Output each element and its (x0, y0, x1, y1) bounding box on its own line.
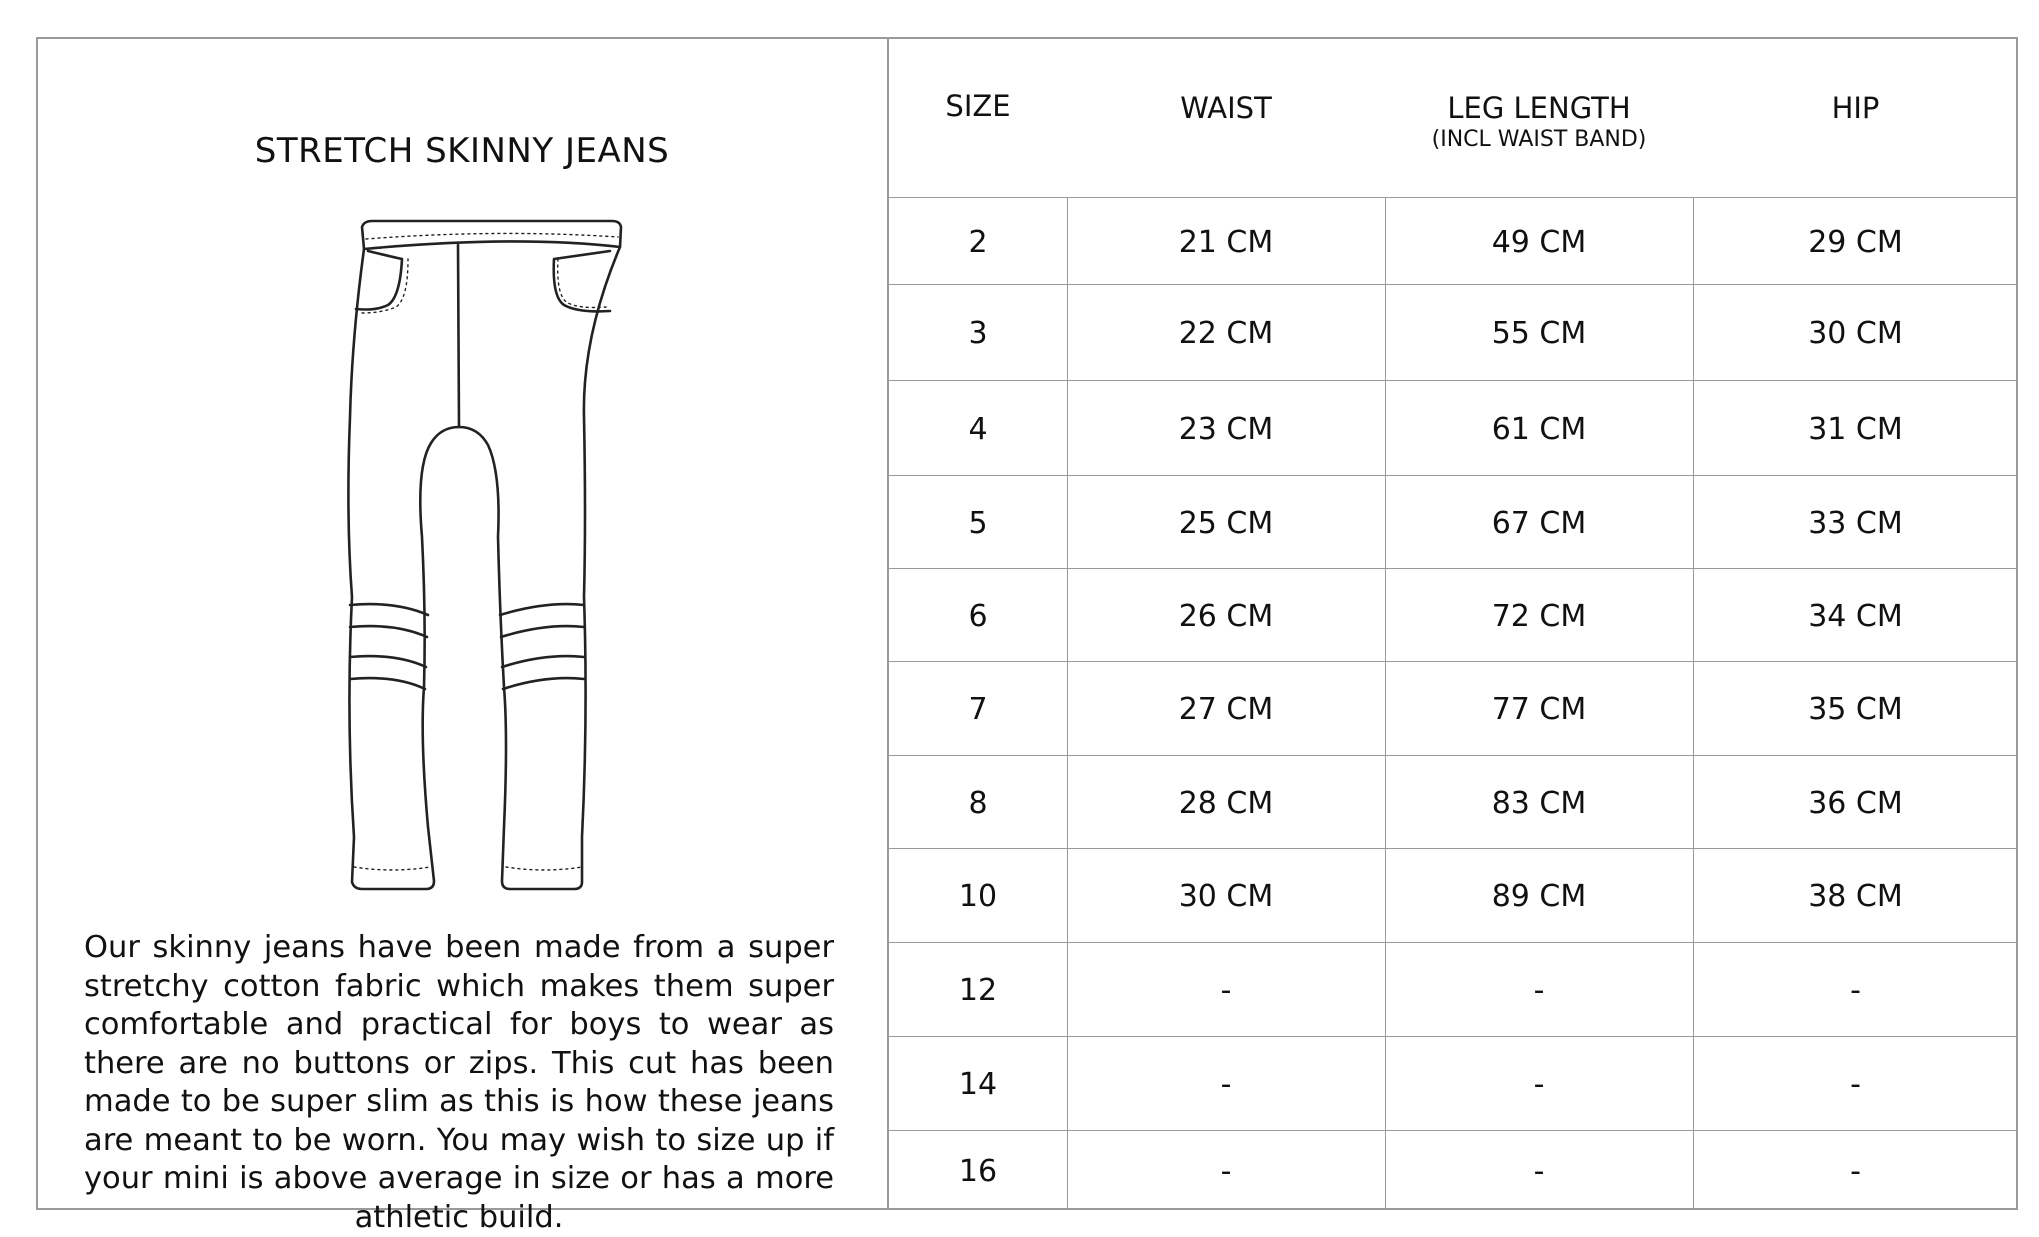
cell-leg: 67 CM (1491, 505, 1587, 541)
cell-hip: 31 CM (1808, 411, 1903, 447)
cell-hip: - (1850, 973, 1861, 1008)
header-leg-length-label: LEG LENGTH (1447, 91, 1631, 125)
size-table (889, 37, 2018, 1210)
cell-leg: 89 CM (1491, 879, 1587, 914)
cell-waist: 28 CM (1178, 785, 1274, 821)
cell-size: 14 (958, 1067, 998, 1102)
row-divider (889, 475, 2018, 476)
cell-leg: 55 CM (1491, 316, 1587, 351)
product-panel (36, 37, 888, 1235)
cell-size: 7 (968, 692, 988, 727)
cell-size: 8 (968, 785, 988, 821)
header-size: SIZE (945, 89, 1011, 123)
row-divider (889, 197, 2018, 198)
cell-hip: 30 CM (1808, 316, 1903, 351)
cell-waist: 21 CM (1178, 224, 1274, 260)
cell-size: 12 (958, 973, 998, 1008)
cell-size: 6 (968, 598, 988, 634)
cell-waist: - (1220, 1154, 1232, 1189)
cell-leg: - (1533, 1067, 1545, 1102)
product-description: Our skinny jeans have been made from a super stretchy cotton fabric which makes them super comfortable and practical for boys to wear as there are no buttons or zips. This cut has been made to be super slim as this is how these jeans are meant to be worn. You may wish to size up if your mini is above average in size or has a more athletic build. (84, 930, 834, 1235)
cell-size: 4 (968, 411, 988, 447)
row-divider (889, 568, 2018, 569)
cell-hip: 35 CM (1808, 692, 1903, 727)
cell-size: 3 (968, 316, 988, 351)
cell-leg: - (1533, 973, 1545, 1008)
cell-leg: 72 CM (1491, 598, 1587, 634)
cell-size: 10 (958, 879, 998, 914)
cell-waist: 22 CM (1178, 316, 1274, 351)
cell-leg: 83 CM (1491, 785, 1587, 821)
cell-waist: - (1220, 1067, 1232, 1102)
cell-waist: 25 CM (1178, 505, 1274, 541)
cell-waist: 27 CM (1178, 692, 1274, 727)
cell-waist: 26 CM (1178, 598, 1274, 634)
row-divider (889, 284, 2018, 285)
row-divider (889, 380, 2018, 381)
cell-size: 16 (958, 1154, 998, 1189)
header-hip: HIP (1831, 91, 1880, 125)
product-title: STRETCH SKINNY JEANS (254, 131, 670, 171)
cell-waist: 23 CM (1178, 411, 1274, 447)
cell-waist: - (1220, 973, 1232, 1008)
row-divider (889, 1036, 2018, 1037)
cell-hip: - (1850, 1154, 1861, 1189)
cell-leg: 61 CM (1491, 411, 1587, 447)
header-leg-length-note: (INCL WAIST BAND) (1431, 127, 1647, 152)
cell-leg: 49 CM (1491, 224, 1587, 260)
row-divider (889, 1130, 2018, 1131)
cell-leg: 77 CM (1491, 692, 1587, 727)
row-divider (889, 661, 2018, 662)
row-divider (889, 755, 2018, 756)
header-waist: WAIST (1180, 91, 1272, 125)
row-divider (889, 942, 2018, 943)
cell-hip: 34 CM (1808, 598, 1903, 634)
cell-hip: 36 CM (1808, 785, 1903, 821)
cell-hip: 33 CM (1808, 505, 1903, 541)
cell-leg: - (1533, 1154, 1545, 1189)
cell-size: 5 (968, 505, 988, 541)
cell-waist: 30 CM (1178, 879, 1274, 914)
cell-hip: - (1850, 1067, 1861, 1102)
cell-hip: 38 CM (1808, 879, 1903, 914)
cell-hip: 29 CM (1808, 224, 1903, 260)
cell-size: 2 (968, 224, 988, 260)
header-leg-length (1385, 91, 1693, 152)
row-divider (889, 848, 2018, 849)
skinny-jeans-icon (316, 217, 656, 917)
